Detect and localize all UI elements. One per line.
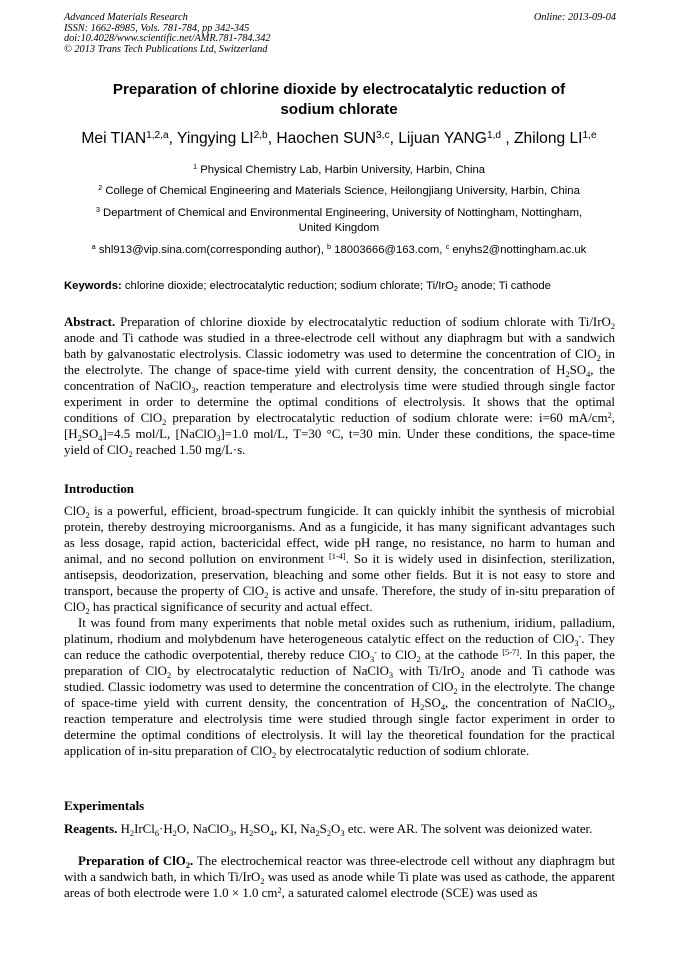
author-name: Lijuan YANG bbox=[398, 130, 487, 147]
author-name: Mei TIAN bbox=[81, 130, 147, 147]
intro-text: SO bbox=[424, 696, 441, 710]
email-mark: a bbox=[91, 242, 96, 252]
subscript: 2 bbox=[420, 702, 425, 712]
author-sup: 1,d bbox=[486, 129, 502, 141]
subscript: 2 bbox=[249, 828, 254, 838]
title-line-1: Preparation of chlorine dioxide by electrocatalytic reduction of bbox=[112, 81, 566, 98]
author-sup: 1,e bbox=[582, 129, 597, 141]
email-text: shl913@vip.sina.com(corresponding author), bbox=[98, 244, 327, 256]
affiliation-3 bbox=[48, 206, 630, 236]
intro-text: with Ti/IrO bbox=[393, 664, 461, 678]
subscript: 2 bbox=[85, 606, 90, 616]
affiliation-num: 2 bbox=[98, 183, 103, 193]
section-heading-experimentals: Experimentals bbox=[64, 799, 145, 813]
abstract-text: anode and Ti cathode was studied in a three-electrode cell without any diaphragm but with a sandwich bath by galvanostatic electrolysis. Classic iodometry was used to determine the concentration of ClO bbox=[64, 331, 615, 361]
affiliation-text: Physical Chemistry Lab, Harbin University, Harbin, China bbox=[200, 164, 486, 176]
subscript: 2 bbox=[610, 321, 615, 331]
reagents-text: etc. were AR. The solvent was deionized water. bbox=[344, 822, 593, 836]
keywords bbox=[64, 279, 618, 293]
abstract-text: , reaction temperature and electrolysis time were studied through single factor experiment in order to determine the optimal conditions of electrolysis. It shows that the optimal conditions of ClO bbox=[64, 379, 615, 425]
reagents-text: S bbox=[319, 822, 327, 836]
subscript: 4 bbox=[269, 828, 274, 838]
subscript: 2 bbox=[167, 670, 172, 680]
affiliation-text: United Kingdom bbox=[298, 222, 380, 234]
subscript: 4 bbox=[440, 702, 446, 712]
reagents-text: O bbox=[331, 822, 341, 836]
subscript: 2 bbox=[416, 654, 421, 664]
author-name: Zhilong LI bbox=[514, 130, 583, 147]
subscript: 2 bbox=[77, 433, 82, 443]
abstract-label: Abstract. bbox=[64, 315, 116, 329]
subscript: 2 bbox=[260, 876, 265, 886]
subscript: 2 bbox=[85, 510, 90, 520]
subscript: 3 bbox=[229, 828, 234, 838]
affiliation-text: College of Chemical Engineering and Materials Science, Heilongjiang University, Harbin, China bbox=[105, 185, 580, 197]
subscript: 2 bbox=[453, 686, 458, 696]
journal-name: Advanced Materials Research bbox=[64, 12, 188, 23]
preparation-label-dot: . bbox=[190, 854, 194, 868]
intro-text: anode and Ti cathode was studied. Classic iodometry was used to determine the concentration of ClO bbox=[64, 664, 615, 694]
subscript: 3 bbox=[388, 670, 394, 680]
abstract-text: , the concentration of NaClO bbox=[64, 363, 615, 393]
subscript: 4 bbox=[98, 433, 103, 443]
intro-text: , the concentration of NaClO bbox=[445, 696, 608, 710]
reagents-text: ·H bbox=[159, 822, 173, 836]
abstract-text: ]=1.0 mol/L, T=30 °C, t=30 min. Under these conditions, the space-time yield of ClO bbox=[64, 427, 615, 457]
abstract-text: SO bbox=[569, 363, 587, 377]
author-sep: , bbox=[389, 130, 399, 147]
subscript: 2 bbox=[565, 369, 570, 379]
email-text: enyhs2@nottingham.ac.uk bbox=[452, 244, 587, 256]
subscript: 3 bbox=[369, 654, 375, 664]
issn-line: ISSN: 1662-8985, Vols. 781-784, pp 342-345 bbox=[64, 22, 250, 34]
reagents-paragraph bbox=[64, 821, 615, 837]
superscript: 2 bbox=[277, 885, 282, 895]
preparation-text: , a saturated calomel electrode (SCE) was used as bbox=[281, 886, 538, 900]
keywords-text: chlorine dioxide; electrocatalytic reduction; sodium chlorate; Ti/IrO bbox=[121, 280, 454, 292]
subscript: 2 bbox=[162, 417, 167, 427]
author-sep: , bbox=[267, 130, 277, 147]
intro-text: . In this paper, the preparation of ClO bbox=[64, 648, 616, 678]
email-line bbox=[40, 243, 638, 258]
intro-paragraph-1 bbox=[64, 503, 615, 615]
subscript: 3 bbox=[340, 828, 345, 838]
reagents-text: , KI, Na bbox=[273, 822, 316, 836]
author-sup: 3,c bbox=[376, 129, 390, 141]
abstract-text: SO bbox=[81, 427, 99, 441]
reagents-text: H bbox=[117, 822, 130, 836]
intro-text: ClO bbox=[64, 504, 86, 518]
subscript: 3 bbox=[607, 702, 612, 712]
intro-paragraph-2 bbox=[64, 615, 615, 759]
author-sup: 2,b bbox=[253, 129, 268, 141]
intro-text: to ClO bbox=[376, 648, 417, 662]
affiliation-1 bbox=[48, 163, 630, 178]
subscript: 3 bbox=[574, 638, 579, 648]
email-text: 18003666@163.com, bbox=[334, 244, 446, 256]
citation-ref: [1-4] bbox=[328, 551, 346, 561]
preparation-label bbox=[78, 854, 193, 868]
intro-text: at the cathode bbox=[420, 648, 503, 662]
subscript: 2 bbox=[272, 750, 277, 760]
reagents-text: , H bbox=[233, 822, 250, 836]
affiliation-text: Department of Chemical and Environmental Engineering, University of Nottingham, Nottingham, bbox=[103, 207, 583, 219]
superscript: - bbox=[374, 647, 377, 657]
superscript: 2 bbox=[607, 410, 612, 420]
online-date: Online: 2013-09-04 bbox=[533, 12, 616, 23]
doi-line: doi:10.4028/www.scientific.net/AMR.781-784.342 bbox=[64, 33, 271, 45]
intro-text: . They can reduce the cathodic overpotential, thereby reduce ClO bbox=[64, 632, 615, 662]
citation-ref: [5-7] bbox=[502, 647, 520, 657]
subscript: 6 bbox=[154, 828, 160, 838]
title-line-2: sodium chlorate bbox=[280, 100, 398, 118]
preparation-label-text: Preparation of ClO bbox=[78, 854, 186, 868]
preparation-text: The electrochemical reactor was three-electrode cell without any diaphragm but with a sandwich bath, in which Ti/IrO bbox=[64, 854, 615, 884]
subscript: 2 bbox=[128, 449, 133, 459]
reagents-text: O, NaClO bbox=[176, 822, 230, 836]
email-mark: b bbox=[327, 242, 332, 252]
author-list bbox=[40, 129, 638, 149]
reagents-text: SO bbox=[253, 822, 270, 836]
subscript: 2 bbox=[129, 828, 135, 838]
author-sup: 1,2,a bbox=[146, 129, 169, 141]
subscript: 2 bbox=[315, 828, 320, 838]
author-sep: , bbox=[501, 130, 515, 147]
email-mark: c bbox=[445, 242, 450, 252]
intro-text: , reaction temperature and electrolysis time were studied through single factor experiment in order to determine the optimal conditions of electrolysis. It will lay the theoretical foundation for the practical application of in-situ preparation of ClO bbox=[64, 696, 615, 758]
subscript: 3 bbox=[191, 385, 196, 395]
abstract-text: in the electrolyte. The change of space-time yield with current density, the concentration of H bbox=[64, 347, 615, 377]
author-name: Haochen SUN bbox=[276, 130, 377, 147]
subscript: 2 bbox=[460, 670, 465, 680]
subscript: 3 bbox=[216, 433, 221, 443]
preparation-text: was used as anode while Ti plate was used as cathode, the apparent areas of both electrode were 1.0 × 1.0 cm bbox=[64, 870, 616, 900]
author-name: Yingying LI bbox=[177, 130, 254, 147]
intro-text: has practical significance of security and actual effect. bbox=[89, 600, 373, 614]
subscript: 2 bbox=[185, 860, 191, 870]
intro-text: in the electrolyte. The change of space-time yield with current density, the concentration of H bbox=[64, 680, 615, 710]
subscript: 2 bbox=[453, 284, 458, 294]
abstract-text: ]=4.5 mol/L, [NaClO bbox=[102, 427, 217, 441]
intro-text: is active and unsafe. Therefore, the study of in-situ preparation of ClO bbox=[64, 584, 615, 614]
subscript: 2 bbox=[172, 828, 177, 838]
paper-title bbox=[64, 80, 614, 119]
keywords-text: anode; Ti cathode bbox=[458, 280, 551, 292]
intro-text: It was found from many experiments that noble metal oxides such as ruthenium, iridium, palladium, platinum, rhodium and molybdenum have heterogeneous catalytic effect on the reduction of ClO bbox=[64, 616, 615, 646]
reagents-label: Reagents. bbox=[64, 822, 118, 836]
intro-text: is a powerful, efficient, broad-spectrum fungicide. It can quickly inhibit the synthesis of microbial protein, thereby destroying microorganisms. And as a fungicide, it has many significant advantages such as less dosage, rapid action, bactericidal effect, wide pH range, no resistance, no harm to human and animal, and no second pollution on environment bbox=[64, 504, 615, 566]
keywords-label: Keywords: bbox=[64, 280, 122, 292]
abstract-text: reached 1.50 mg/L·s. bbox=[132, 443, 246, 457]
abstract-text: preparation by electrocatalytic reduction of sodium chlorate were: i=60 mA/cm bbox=[166, 411, 608, 425]
abstract-text: Preparation of chlorine dioxide by electrocatalytic reduction of sodium chlorate with Ti/IrO bbox=[115, 315, 611, 329]
subscript: 2 bbox=[326, 828, 332, 838]
intro-text: . So it is widely used in disinfection, sterilization, antisepsis, deodorization, preservation, bleaching and some other fields. But it is not easy to store and transport, because the property of ClO bbox=[64, 552, 615, 598]
section-heading-introduction: Introduction bbox=[64, 482, 134, 496]
author-sep: , bbox=[168, 130, 178, 147]
subscript: 2 bbox=[264, 590, 269, 600]
superscript: - bbox=[578, 631, 582, 641]
intro-text: by electrocatalytic reduction of sodium chlorate. bbox=[276, 744, 530, 758]
affiliation-num: 3 bbox=[95, 205, 100, 215]
reagents-text: IrCl bbox=[134, 822, 155, 836]
abstract-text: , [H bbox=[64, 411, 615, 441]
abstract bbox=[64, 314, 615, 458]
copyright-line: © 2013 Trans Tech Publications Ltd, Switzerland bbox=[64, 43, 268, 55]
preparation-paragraph bbox=[64, 853, 615, 901]
affiliation-2 bbox=[40, 184, 638, 199]
subscript: 2 bbox=[596, 353, 601, 363]
subscript: 4 bbox=[586, 369, 591, 379]
intro-text: by electrocatalytic reduction of NaClO bbox=[171, 664, 389, 678]
journal-header bbox=[64, 13, 271, 55]
affiliation-num: 1 bbox=[192, 162, 198, 172]
